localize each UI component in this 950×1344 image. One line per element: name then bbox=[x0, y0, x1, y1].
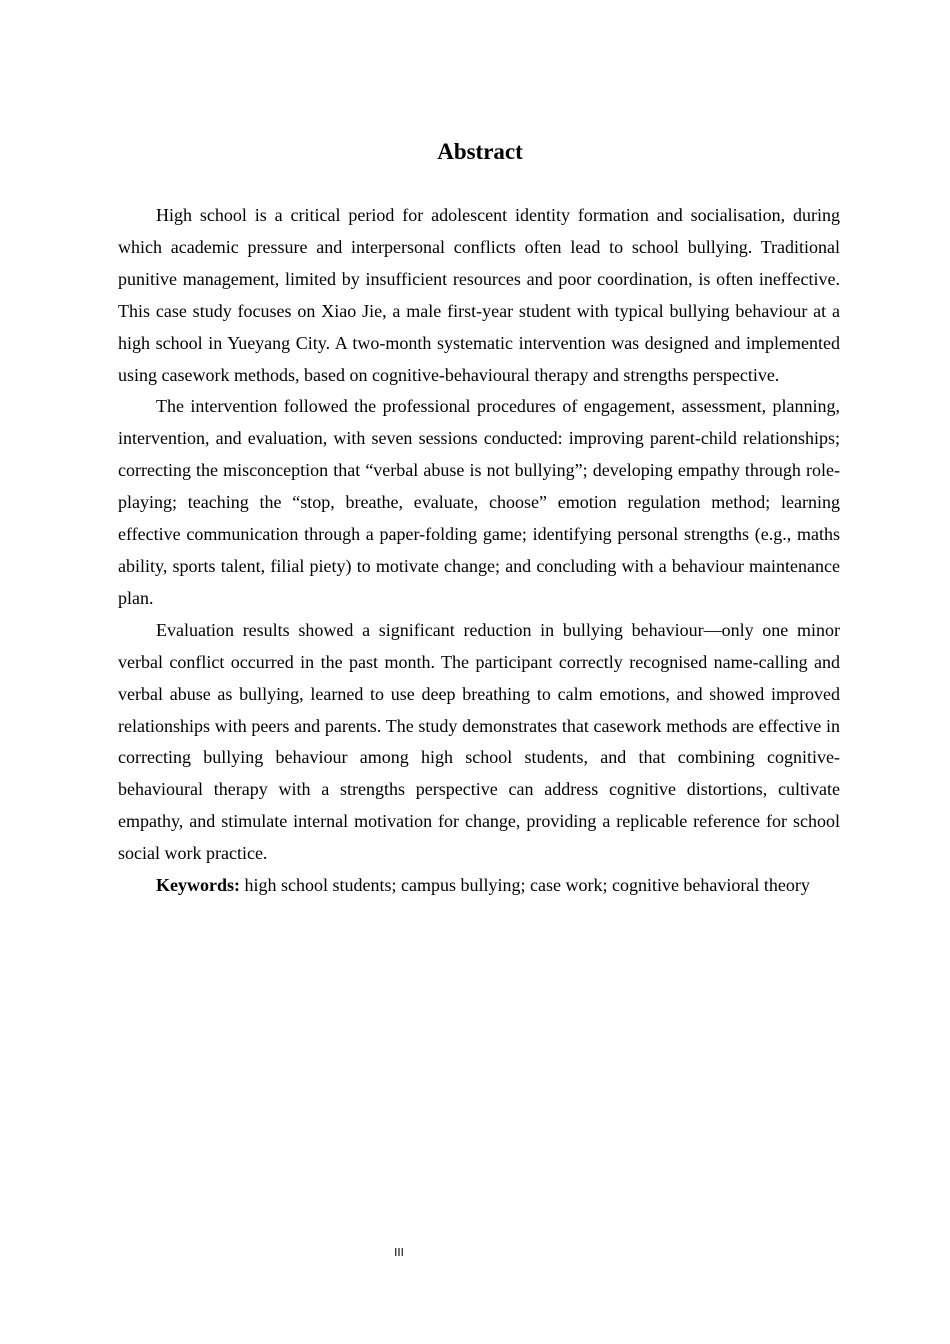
abstract-title: Abstract bbox=[437, 139, 523, 164]
abstract-body bbox=[118, 200, 840, 902]
page-number: III bbox=[394, 1246, 404, 1259]
abstract-paragraph-1: High school is a critical period for adolescent identity formation and socialisation, during which academic pressure and interpersonal conflicts often lead to school bullying. Traditional punitive management, limited by insufficient resources and poor coordination, is often ineffective. This case study focuses on Xiao Jie, a male first-year student with typical bullying behaviour at a high school in Yueyang City. A two-month systematic intervention was designed and implemented using casework methods, based on cognitive-behavioural therapy and strengths perspective. bbox=[118, 205, 840, 385]
abstract-paragraph-2: The intervention followed the professional procedures of engagement, assessment, planning, intervention, and evaluation, with seven sessions conducted: improving parent-child relationships; correcting the misconception that “verbal abuse is not bullying”; developing empathy through role-playing; teaching the “stop, breathe, evaluate, choose” emotion regulation method; learning effective communication through a paper-folding game; identifying personal strengths (e.g., maths ability, sports talent, filial piety) to motivate change; and concluding with a behaviour maintenance plan. bbox=[118, 396, 840, 608]
keywords-text: high school students; campus bullying; case work; cognitive behavioral theory bbox=[244, 875, 810, 896]
keywords-line bbox=[118, 870, 840, 902]
abstract-paragraph-3: Evaluation results showed a significant reduction in bullying behaviour—only one minor verbal conflict occurred in the past month. The participant correctly recognised name-calling and verbal abuse as bullying, learned to use deep breathing to calm emotions, and showed improved relationships with peers and parents. The study demonstrates that casework methods are effective in correcting bullying behaviour among high school students, and that combining cognitive-behavioural therapy with a strengths perspective can address cognitive distortions, cultivate empathy, and stimulate internal motivation for change, providing a replicable reference for school social work practice. bbox=[118, 619, 840, 864]
keywords-label: Keywords: bbox=[156, 875, 240, 896]
